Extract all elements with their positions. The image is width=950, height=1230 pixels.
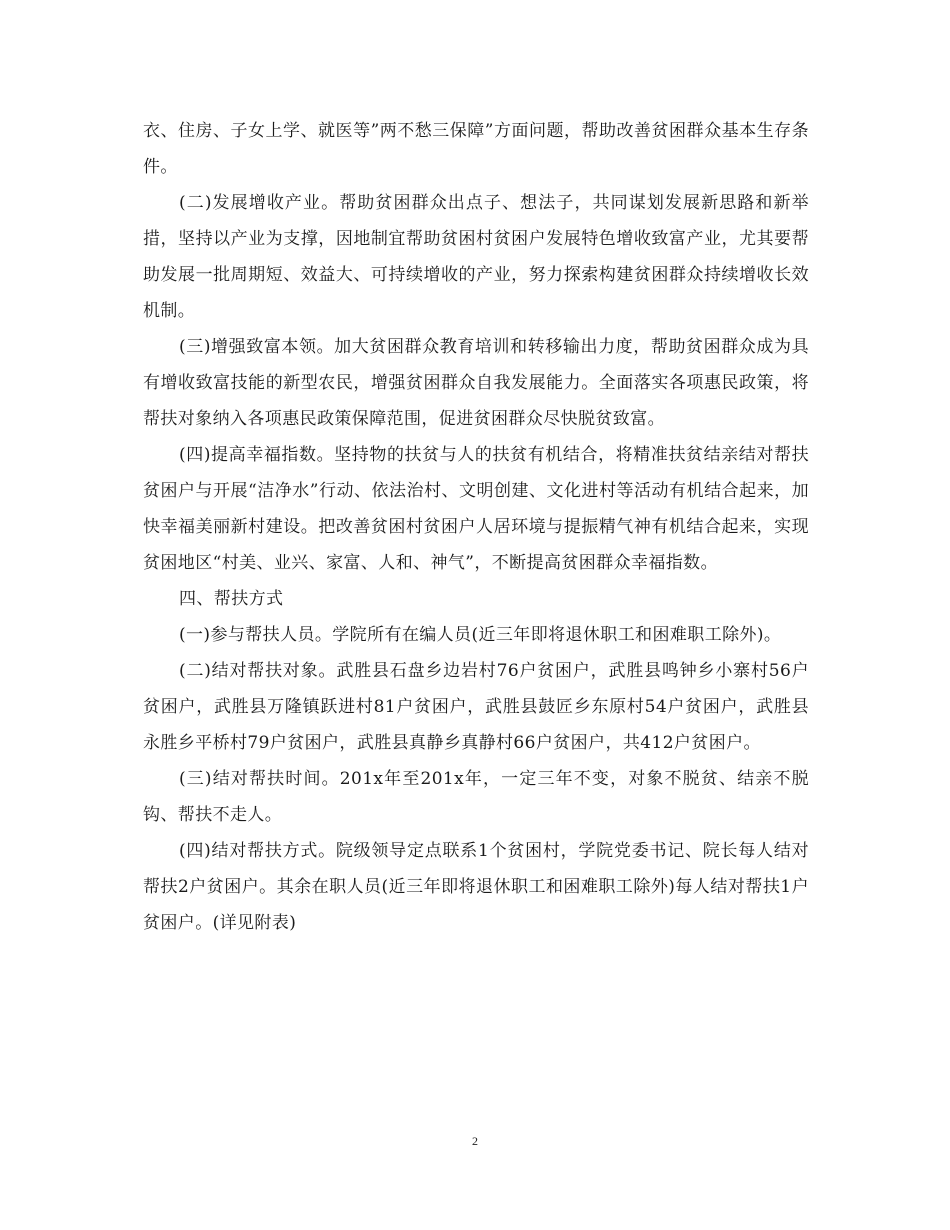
paragraph-assistance-period: (三)结对帮扶时间。201x年至201x年，一定三年不变，对象不脱贫、结亲不脱钩、帮扶不走人。 — [143, 769, 809, 825]
paragraph-develop-industry: (二)发展增收产业。帮助贫困群众出点子、想法子，共同谋划发展新思路和新举措，坚持以产业为支撑，因地制宜帮助贫困村贫困户发展特色增收致富产业，尤其要帮助发展一批周期短、效益大、可持续增收的产业，努力探索构建贫困群众持续增收长效机制。 — [143, 193, 809, 321]
section-heading-assistance-method: 四、帮扶方式 — [179, 589, 284, 609]
paragraph-enhance-skills: (三)增强致富本领。加大贫困群众教育培训和转移输出力度，帮助贫困群众成为具有增收致富技能的新型农民，增强贫困群众自我发展能力。全面落实各项惠民政策，将帮扶对象纳入各项惠民政策保障范围，促进贫困群众尽快脱贫致富。 — [143, 337, 809, 429]
document-body — [143, 113, 809, 941]
page-number: 2 — [472, 1134, 478, 1148]
paragraph-assistance-approach: (四)结对帮扶方式。院级领导定点联系1个贫困村，学院党委书记、院长每人结对帮扶2户贫困户。其余在职人员(近三年即将退休职工和困难职工除外)每人结对帮扶1户贫困户。(详见附表) — [143, 841, 809, 933]
paragraph-participants: (一)参与帮扶人员。学院所有在编人员(近三年即将退休职工和困难职工除外)。 — [179, 625, 782, 645]
paragraph-continuation: 衣、住房、子女上学、就医等”两不愁三保障”方面问题，帮助改善贫困群众基本生存条件。 — [143, 121, 809, 177]
paragraph-happiness-index: (四)提高幸福指数。坚持物的扶贫与人的扶贫有机结合，将精准扶贫结亲结对帮扶贫困户与开展“洁净水”行动、依法治村、文明创建、文化进村等活动有机结合起来，加快幸福美丽新村建设。把改善贫困村贫困户人居环境与提振精气神有机结合起来，实现贫困地区“村美、业兴、家富、人和、神气”，不断提高贫困群众幸福指数。 — [143, 445, 809, 573]
paragraph-assistance-targets: (二)结对帮扶对象。武胜县石盘乡边岩村76户贫困户，武胜县鸣钟乡小寨村56户贫困户，武胜县万隆镇跃进村81户贫困户，武胜县鼓匠乡东原村54户贫困户，武胜县永胜乡平桥村79户贫困户，武胜县真静乡真静村66户贫困户，共412户贫困户。 — [143, 661, 809, 753]
